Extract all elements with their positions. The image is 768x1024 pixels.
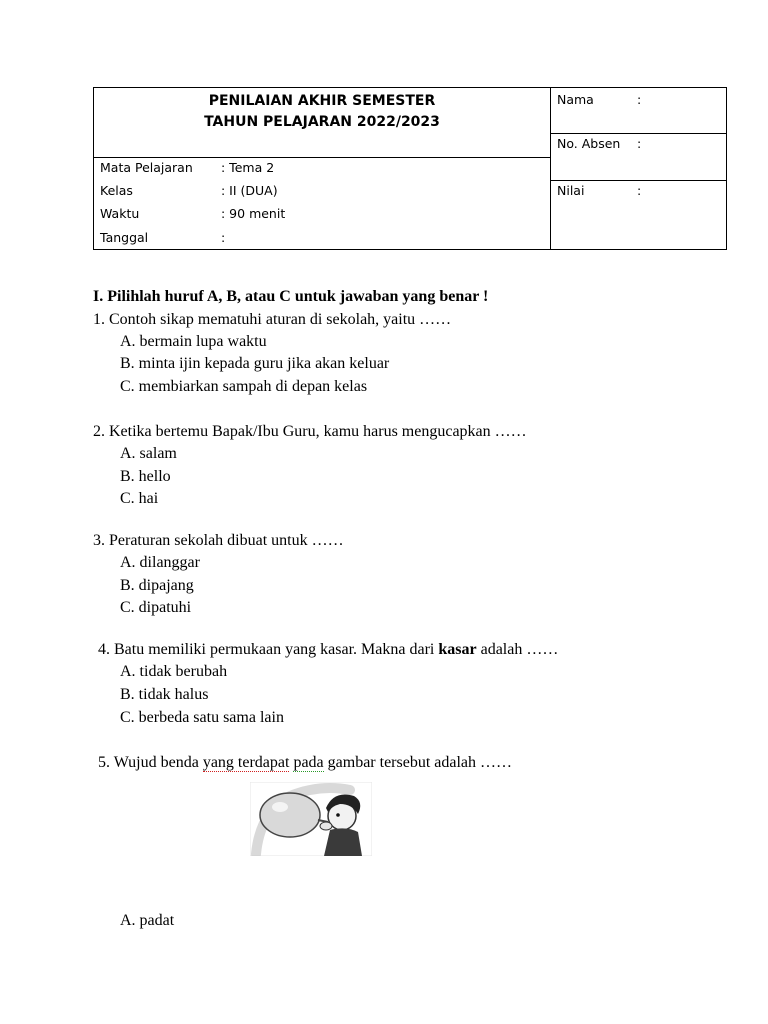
question-3: 3. Peraturan sekolah dibuat untuk …… bbox=[93, 532, 344, 549]
q1-option-b: B. minta ijin kepada guru jika akan keluar bbox=[120, 355, 390, 372]
q3-option-b: B. dipajang bbox=[120, 577, 194, 594]
subject-value: : Tema 2 bbox=[221, 160, 275, 175]
question-5 bbox=[98, 753, 512, 773]
name-field: : bbox=[637, 92, 642, 107]
name-label: Nama bbox=[557, 92, 594, 107]
spellcheck-marked-text: yang terdapat bbox=[202, 754, 290, 771]
q3-option-c: C. dipatuhi bbox=[120, 599, 192, 616]
question-4-text: 4. Batu memiliki permukaan yang kasar. Makna dari bbox=[98, 641, 439, 658]
exam-title-line2: TAHUN PELAJARAN 2022/2023 bbox=[204, 114, 440, 130]
table-divider bbox=[550, 88, 551, 250]
score-label: Nilai bbox=[557, 183, 585, 198]
time-value: : 90 menit bbox=[221, 206, 286, 221]
time-label: Waktu bbox=[100, 206, 140, 221]
q3-option-a: A. dilanggar bbox=[120, 554, 200, 571]
child-blowing-balloon-image bbox=[250, 782, 372, 856]
exam-title bbox=[94, 91, 550, 133]
score-field: : bbox=[637, 183, 642, 198]
table-divider bbox=[94, 157, 550, 158]
question-4-text-end: adalah …… bbox=[476, 641, 559, 658]
question-1: 1. Contoh sikap mematuhi aturan di sekolah, yaitu …… bbox=[93, 311, 452, 328]
absen-label: No. Absen bbox=[557, 136, 621, 151]
exam-header-table bbox=[93, 87, 727, 250]
exam-title-line1: PENILAIAN AKHIR SEMESTER bbox=[208, 93, 436, 109]
q2-option-a: A. salam bbox=[120, 445, 177, 462]
table-divider bbox=[550, 133, 727, 134]
q1-option-c: C. membiarkan sampah di depan kelas bbox=[120, 378, 368, 395]
q4-option-b: B. tidak halus bbox=[120, 686, 209, 703]
q4-option-c: C. berbeda satu sama lain bbox=[120, 709, 284, 726]
q2-option-c: C. hai bbox=[120, 490, 159, 507]
q1-option-a: A. bermain lupa waktu bbox=[120, 333, 267, 350]
q2-option-b: B. hello bbox=[120, 468, 171, 485]
question-4-keyword: kasar bbox=[438, 641, 477, 658]
date-label: Tanggal bbox=[100, 230, 149, 245]
question-2: 2. Ketika bertemu Bapak/Ibu Guru, kamu harus mengucapkan …… bbox=[93, 423, 527, 440]
q5-option-a: A. padat bbox=[120, 912, 175, 929]
question-4 bbox=[98, 640, 558, 660]
grammar-marked-text: pada bbox=[293, 754, 324, 771]
absen-field: : bbox=[637, 136, 642, 151]
class-label: Kelas bbox=[100, 183, 133, 198]
q4-option-a: A. tidak berubah bbox=[120, 663, 228, 680]
table-divider bbox=[550, 180, 727, 181]
date-value: : bbox=[221, 230, 226, 245]
class-value: : II (DUA) bbox=[221, 183, 278, 198]
question-5-text-end: gambar tersebut adalah …… bbox=[323, 754, 513, 771]
section-title: I. Pilihlah huruf A, B, atau C untuk jawaban yang benar ! bbox=[93, 288, 489, 305]
question-5-text: 5. Wujud benda bbox=[98, 754, 203, 771]
subject-label: Mata Pelajaran bbox=[100, 160, 193, 175]
